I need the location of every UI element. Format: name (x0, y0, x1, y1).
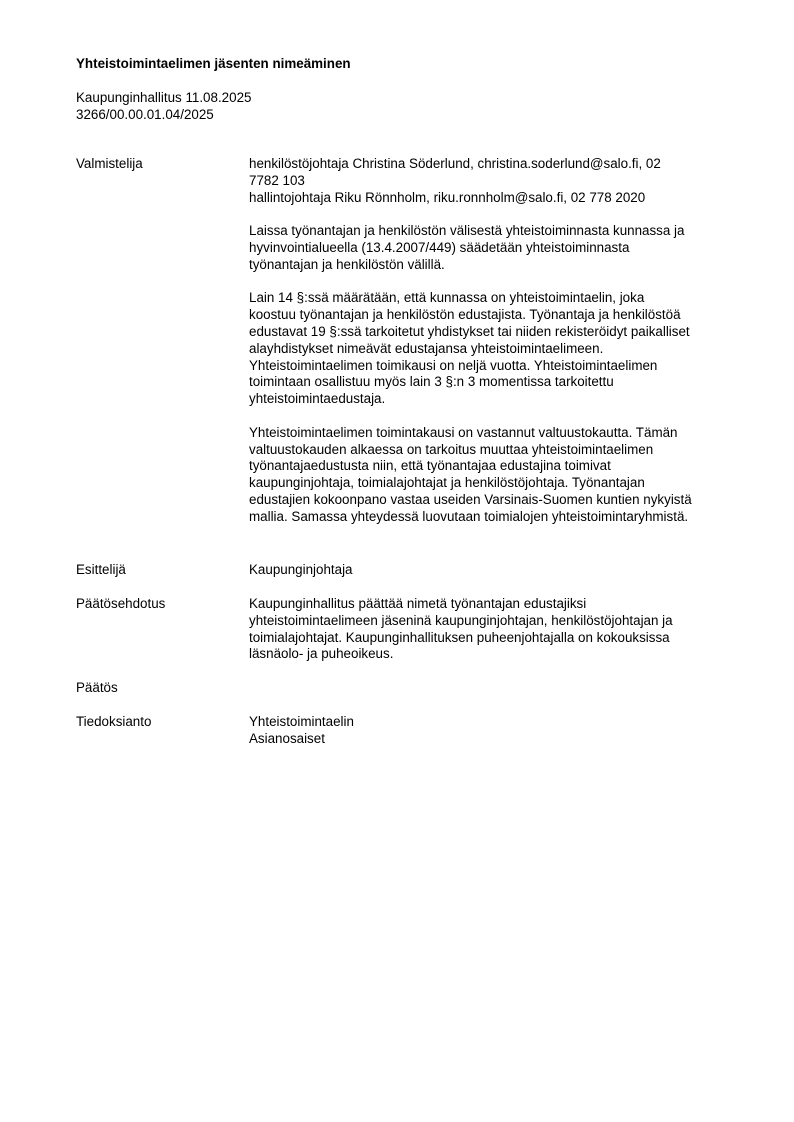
record-number: 3266/00.00.01.04/2025 (76, 106, 214, 122)
preparer-line: hallintojohtaja Riku Rönnholm, riku.ronnholm@salo.fi, 02 778 2020 (249, 189, 646, 205)
meeting-body-date: Kaupunginhallitus 11.08.2025 (76, 90, 252, 105)
paragraph (249, 223, 741, 273)
presenter-value: Kaupunginjohtaja (249, 562, 353, 577)
text-line: toimintaan osallistuu myös lain 3 §:n 3 momentissa tarkoitettu (249, 374, 614, 390)
text-line: yhteistoimintaedustaja. (249, 391, 386, 407)
text-line: alayhdistykset nimeävät edustajansa yhteistoimintaelimeen. (249, 340, 604, 356)
recipient-line: Asianosaiset (249, 730, 325, 746)
text-line: Yhteistoimintaelimen toimintakausi on vastannut valtuustokautta. Tämän (249, 424, 678, 440)
preparer-line: henkilöstöjohtaja Christina Söderlund, christina.soderlund@salo.fi, 02 (249, 156, 661, 171)
text-line: Yhteistoimintaelimen toimikausi on neljä vuotta. Yhteistoimintaelimen (249, 357, 658, 373)
text-line: valtuustokauden alkaessa on tarkoitus muuttaa yhteistoimintaelimen (249, 441, 654, 457)
text-line: hyvinvointialueella (13.4.2007/449) säädetään yhteistoiminnasta (249, 239, 630, 255)
text-line: työnantajaedustusta niin, että työnantajaa edustajina toimivat (249, 458, 611, 474)
text-line: Laissa työnantajan ja henkilöstön välisestä yhteistoiminnasta kunnassa ja (249, 223, 685, 239)
paatosehdotus-label: Päätösehdotus (76, 596, 166, 611)
text-line: Lain 14 §:ssä määrätään, että kunnassa on yhteistoimintaelin, joka (249, 290, 645, 306)
tiedoksianto-label: Tiedoksianto (76, 714, 152, 729)
recipient-line: Yhteistoimintaelin (249, 714, 354, 729)
paragraph (249, 425, 741, 526)
text-line: toimialajohtajat. Kaupunginhallituksen puheenjohtajalla on kokouksissa (249, 629, 670, 645)
text-line: edustajien kokoonpano vastaa useiden Varsinais-Suomen kuntien nykyistä (249, 491, 692, 507)
text-line: yhteistoimintaelimeen jäseninä kaupunginjohtajan, henkilöstöjohtajan ja (249, 612, 673, 628)
paatosehdotus-content (249, 596, 741, 663)
text-line: edustavat 19 §:ssä tarkoitetut yhdistykset tai niiden rekisteröidyt paikalliset (249, 323, 690, 339)
esittelija-content (249, 562, 741, 579)
text-line: työnantajan ja henkilöstön välillä. (249, 256, 445, 272)
text-line: Kaupunginhallitus päättää nimetä työnantajan edustajiksi (249, 596, 587, 611)
paragraph (249, 290, 741, 408)
document-meta (76, 90, 251, 124)
tiedoksianto-content (249, 714, 741, 748)
text-line: läsnäolo- ja puheoikeus. (249, 646, 394, 662)
esittelija-label: Esittelijä (76, 562, 126, 577)
text-line: mallia. Samassa yhteydessä luovutaan toimialojen yhteistoimintaryhmistä. (249, 508, 689, 524)
valmistelija-content (249, 156, 741, 526)
text-line: koostuu työnantajan ja henkilöstön edustajista. Työnantaja ja henkilöstöä (249, 307, 681, 323)
valmistelija-label: Valmistelija (76, 156, 143, 171)
preparer-line: 7782 103 (249, 172, 305, 188)
text-line: kaupunginjohtaja, toimialajohtajat ja henkilöstöjohtaja. Työnantajan (249, 475, 645, 491)
document-title: Yhteistoimintaelimen jäsenten nimeäminen (76, 56, 351, 71)
paatos-label: Päätös (76, 680, 118, 695)
